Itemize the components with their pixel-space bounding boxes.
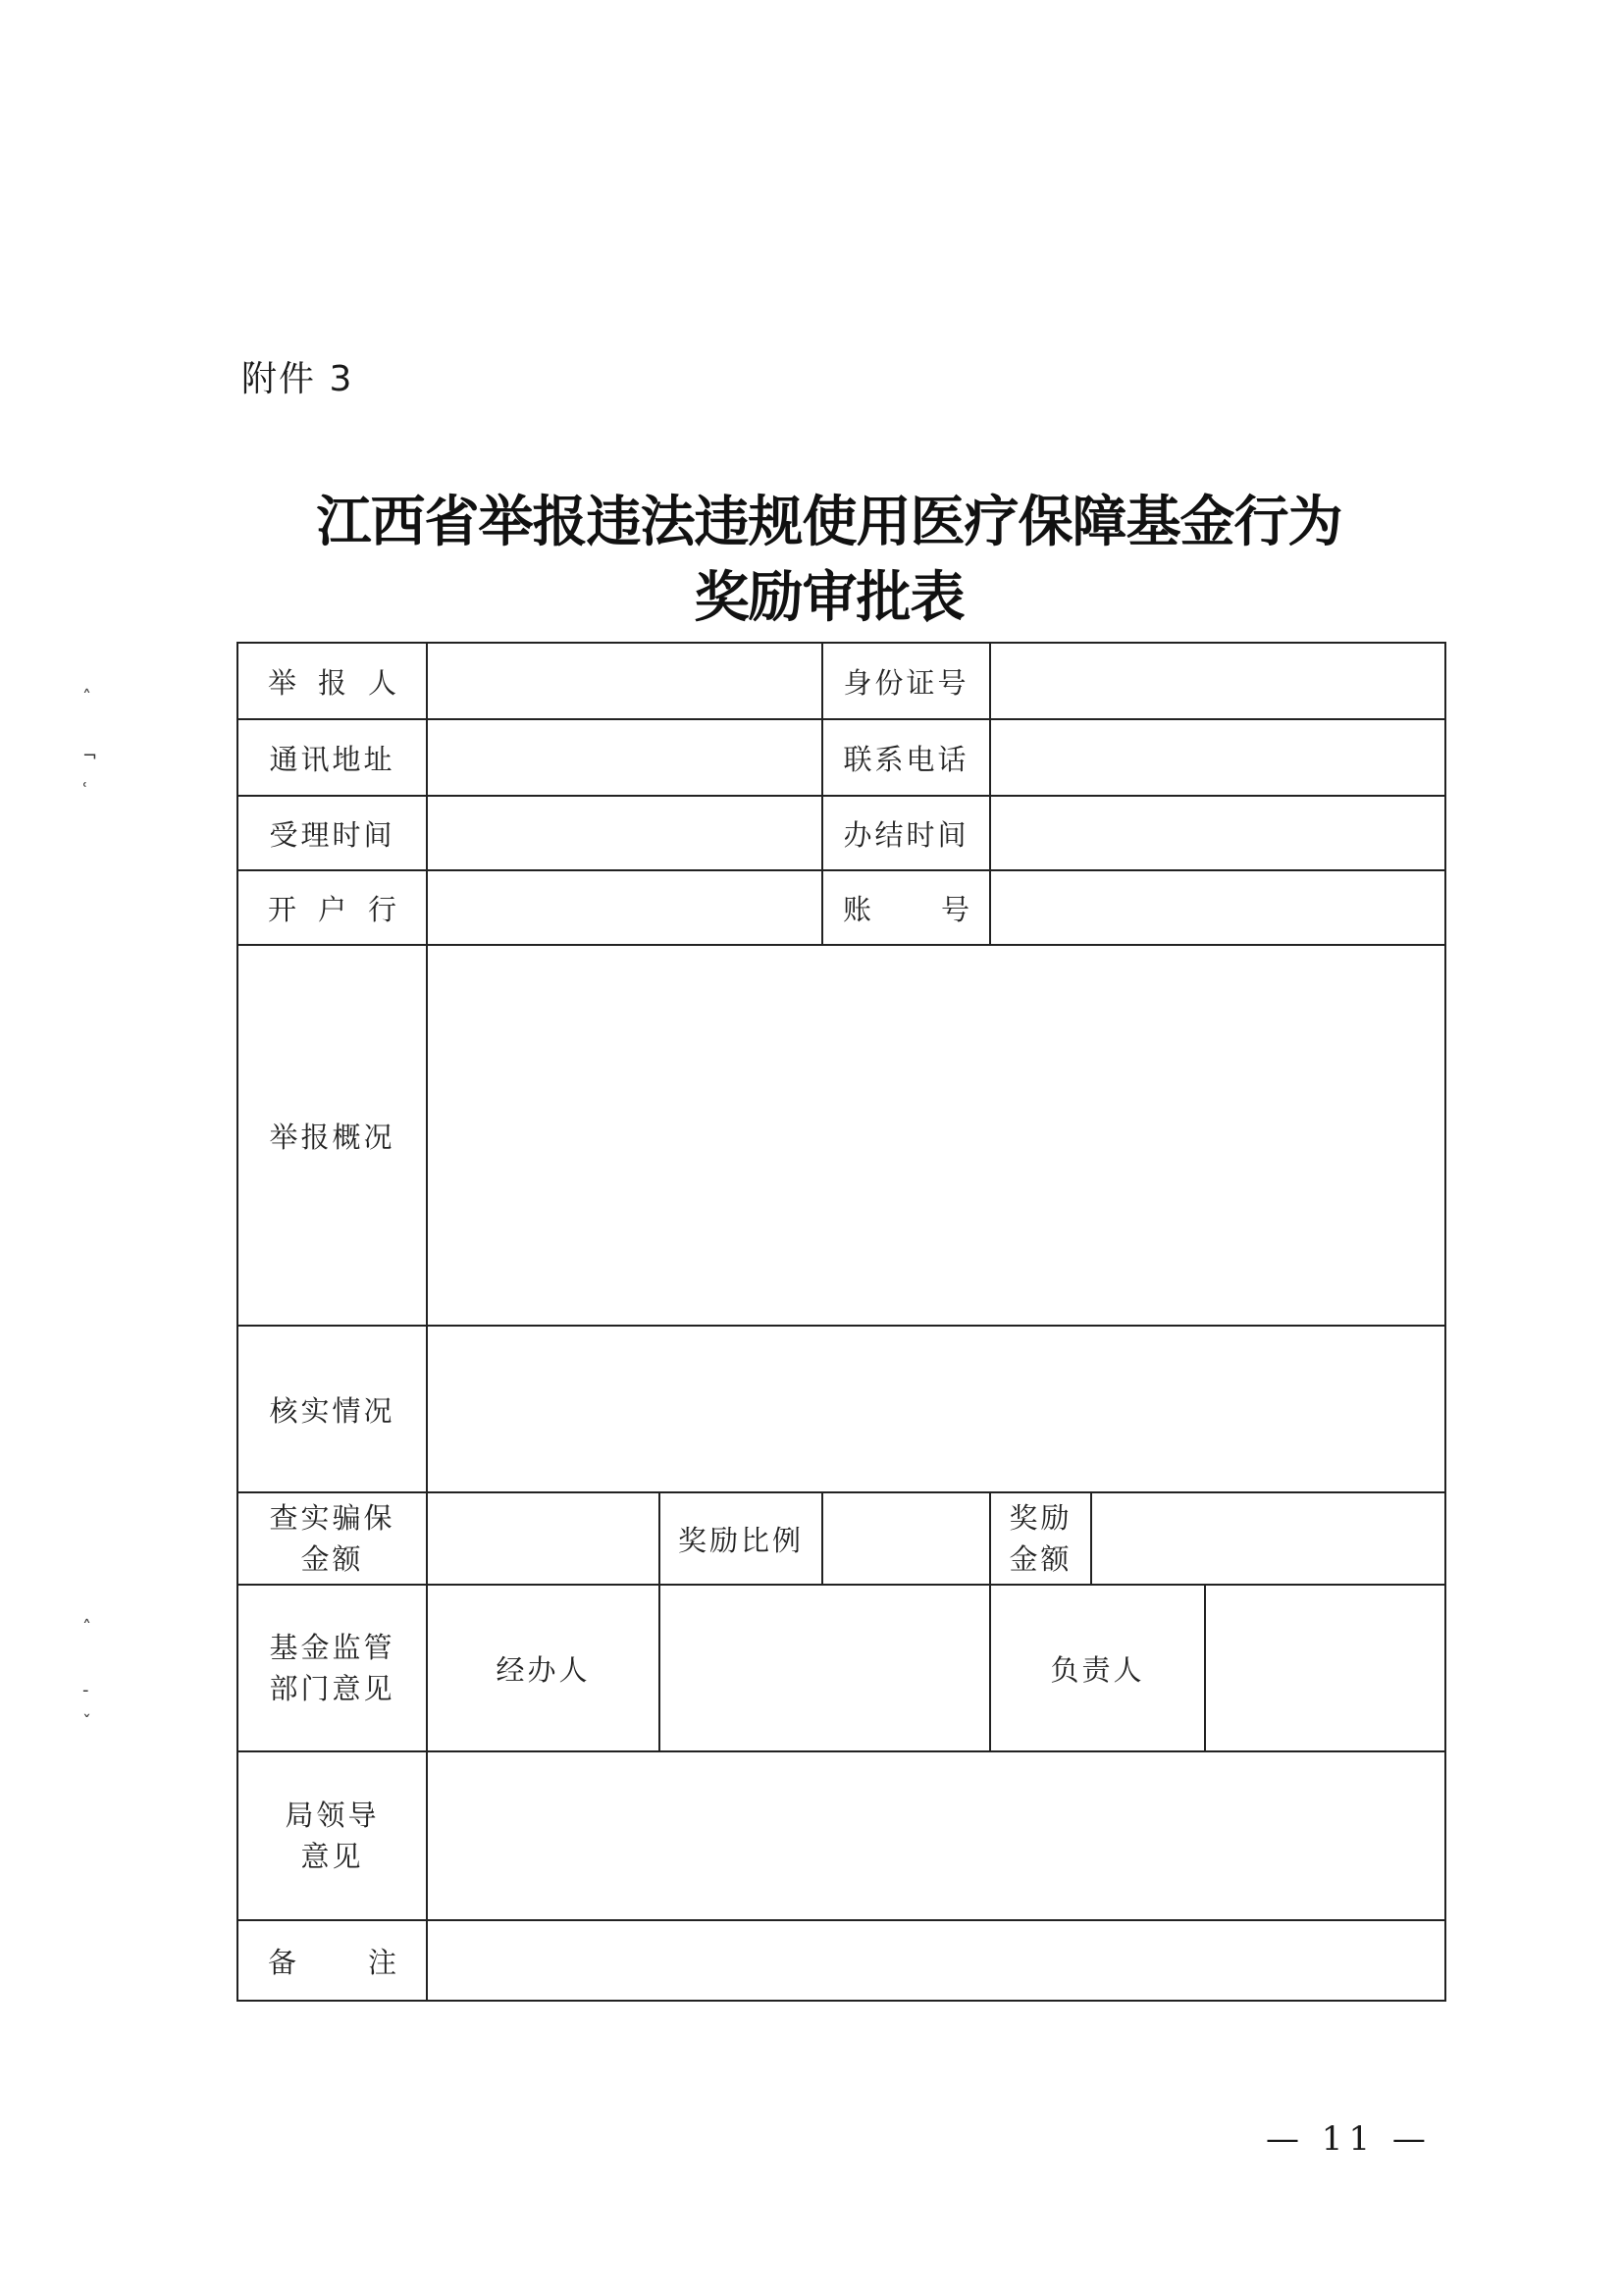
remarks-field[interactable] [427, 1920, 1445, 2001]
accept-time-label: 受理时间 [237, 796, 427, 870]
dept-opinion-label-line-2: 部门意见 [269, 1672, 395, 1705]
leader-opinion-label-line-1: 局领导 [285, 1798, 380, 1832]
scan-mark: - [82, 1680, 89, 1700]
dept-opinion-label [237, 1585, 427, 1751]
reward-ratio-field[interactable] [822, 1492, 990, 1585]
leader-opinion-field[interactable] [427, 1751, 1445, 1920]
id-number-field[interactable] [990, 643, 1445, 719]
scan-mark: ¬ [82, 746, 98, 766]
scan-mark: ʿ [82, 780, 88, 801]
bank-label: 开 户 行 [237, 870, 427, 945]
form-title-line-2: 奖励审批表 [694, 566, 965, 630]
phone-field[interactable] [990, 719, 1445, 796]
fraud-amount-field[interactable] [427, 1492, 659, 1585]
address-field[interactable] [427, 719, 822, 796]
reward-approval-form [236, 642, 1446, 2002]
dept-opinion-label-line-1: 基金监管 [269, 1630, 395, 1664]
handler-label: 经办人 [427, 1585, 659, 1751]
leader-opinion-label-line-2: 意见 [300, 1840, 364, 1873]
form-title-line-1: 江西省举报违法违规使用医疗保障基金行为 [316, 491, 1342, 554]
reward-amount-label-line-1: 奖励 [1009, 1500, 1073, 1535]
reward-amount-label [990, 1492, 1091, 1585]
person-in-charge-field[interactable] [1205, 1585, 1445, 1751]
reward-amount-field[interactable] [1091, 1492, 1445, 1585]
reporter-label: 举 报 人 [237, 643, 427, 719]
reporter-field[interactable] [427, 643, 822, 719]
handler-field[interactable] [659, 1585, 990, 1751]
account-field[interactable] [990, 870, 1445, 945]
address-label: 通讯地址 [237, 719, 427, 796]
scan-mark: ˄ [82, 1617, 91, 1638]
verification-field[interactable] [427, 1326, 1445, 1492]
verification-label: 核实情况 [237, 1326, 427, 1492]
scan-mark: ˄ [82, 687, 91, 707]
attachment-label: 附件 3 [241, 359, 354, 399]
summary-field[interactable] [427, 945, 1445, 1326]
account-label: 账 号 [822, 870, 990, 945]
phone-label: 联系电话 [822, 719, 990, 796]
close-time-label: 办结时间 [822, 796, 990, 870]
page-number: — 11 — [1266, 2119, 1432, 2159]
fraud-amount-label-line-1: 查实骗保 [269, 1500, 395, 1535]
id-number-label: 身份证号 [822, 643, 990, 719]
reward-amount-label-line-2: 金额 [1009, 1542, 1073, 1576]
leader-opinion-label [237, 1751, 427, 1920]
close-time-field[interactable] [990, 796, 1445, 870]
summary-label: 举报概况 [237, 945, 427, 1326]
reward-ratio-label: 奖励比例 [659, 1492, 822, 1585]
remarks-label: 备 注 [237, 1920, 427, 2001]
fraud-amount-label-line-2: 金额 [300, 1542, 364, 1576]
scan-mark: ˇ [82, 1712, 91, 1733]
fraud-amount-label [237, 1492, 427, 1585]
bank-field[interactable] [427, 870, 822, 945]
person-in-charge-label: 负责人 [990, 1585, 1205, 1751]
accept-time-field[interactable] [427, 796, 822, 870]
